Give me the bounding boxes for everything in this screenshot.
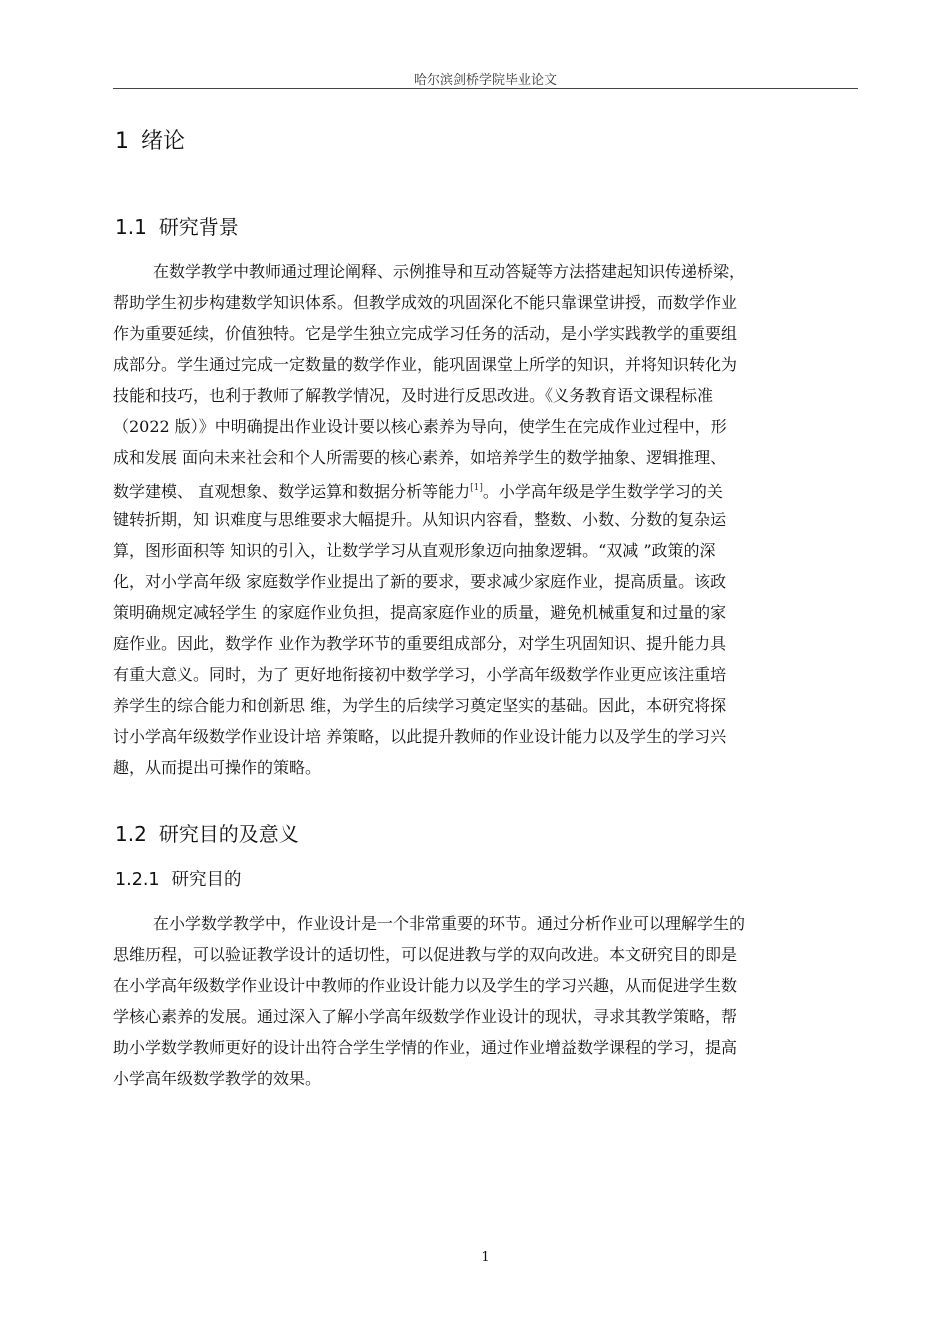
section-number: 1.2 [115,822,147,846]
paragraph-line: 在小学高年级数学作业设计中教师的作业设计能力以及学生的学习兴趣，从而促进学生数 [113,976,738,995]
chapter-heading [115,124,185,155]
paragraph-line: 小学高年级数学教学的效果。 [113,1069,322,1088]
paragraph-line: 思维历程，可以验证教学设计的适切性，可以促进教与学的双向改进。本文研究目的即是 [113,945,738,964]
paragraph-line-tail: 。小学高年级是学生数学学习的关 [482,482,723,501]
subsection-number: 1.2.1 [115,870,160,890]
section-number: 1.1 [115,215,147,239]
paragraph-line: 庭作业。因此，数学作 业作为教学环节的重要组成部分，对学生巩固知识、提升能力具 [113,634,727,653]
chapter-title: 绪论 [141,129,186,154]
paragraph-line: 算，图形面积等 知识的引入，让数学学习从直观形象迈向抽象逻辑。“双减 ”政策的深 [113,541,716,560]
paragraph-line: 在小学数学教学中，作业设计是一个非常重要的环节。通过分析作业可以理解学生的 [153,914,746,933]
paragraph-line: 键转折期，知 识难度与思维要求大幅提升。从知识内容看，整数、小数、分数的复杂运 [113,510,727,529]
paragraph-line: 帮助学生初步构建数学知识体系。但教学成效的巩固深化不能只靠课堂讲授，而数学作业 [113,293,738,312]
paragraph-line: 在数学教学中教师通过理论阐释、示例推导和互动答疑等方法搭建起知识传递桥梁， [153,262,746,281]
paragraph-line: 成和发展 面向未来社会和个人所需要的核心素养，如培养学生的数学抽象、逻辑推理、 [113,448,727,467]
paragraph-line: 助小学数学教师更好的设计出符合学生学情的作业，通过作业增益数学课程的学习，提高 [113,1038,738,1057]
paragraph-line-with-citation [113,473,858,504]
section-heading-1-1 [115,211,239,240]
paragraph-line: 作为重要延续，价值独特。它是学生独立完成学习任务的活动，是小学实践教学的重要组 [113,324,738,343]
paragraph-line: 讨小学高年级数学作业设计培 养策略，以此提升教师的作业设计能力以及学生的学习兴 [113,727,727,746]
paragraph-line: 趣，从而提出可操作的策略。 [113,758,322,777]
paragraph-line: （2022 版）》中明确提出作业设计要以核心素养为导向，使学生在完成作业过程中，形 [113,417,727,436]
paragraph-line-text: 数学建模、 直观想象、数学运算和数据分析等能力 [113,482,471,501]
paragraph-line: 有重大意义。同时，为了 更好地衔接初中数学学习，小学高年级数学作业更应该注重培 [113,665,727,684]
paragraph-line: 化，对小学高年级 家庭数学作业提出了新的要求，要求减少家庭作业，提高质量。该政 [113,572,727,591]
paragraph-line: 策明确规定减轻学生 的家庭作业负担，提高家庭作业的质量，避免机械重复和过量的家 [113,603,727,622]
header-divider [113,88,858,89]
paragraph-line: 学核心素养的发展。通过深入了解小学高年级数学作业设计的现状，寻求其教学策略，帮 [113,1007,738,1026]
subsection-heading-1-2-1 [115,866,242,891]
subsection-title: 研究目的 [171,870,242,890]
section-title: 研究背景 [158,215,239,239]
paragraph-line: 技能和技巧，也利于教师了解教学情况，及时进行反思改进。《义务教育语文课程标准 [113,386,714,405]
background-paragraph [113,256,858,783]
section-title: 研究目的及意义 [158,822,299,846]
paragraph-line: 养学生的综合能力和创新思 维，为学生的后续学习奠定坚实的基础。因此，本研究将探 [113,696,727,715]
citation-marker: [1] [470,483,483,493]
section-heading-1-2 [115,818,299,847]
purpose-paragraph [113,908,858,1094]
chapter-number: 1 [115,129,129,154]
page-number: 1 [481,1250,490,1265]
paragraph-line: 成部分。学生通过完成一定数量的数学作业，能巩固课堂上所学的知识，并将知识转化为 [113,355,738,374]
page-header: 哈尔滨剑桥学院毕业论文 [413,73,557,88]
